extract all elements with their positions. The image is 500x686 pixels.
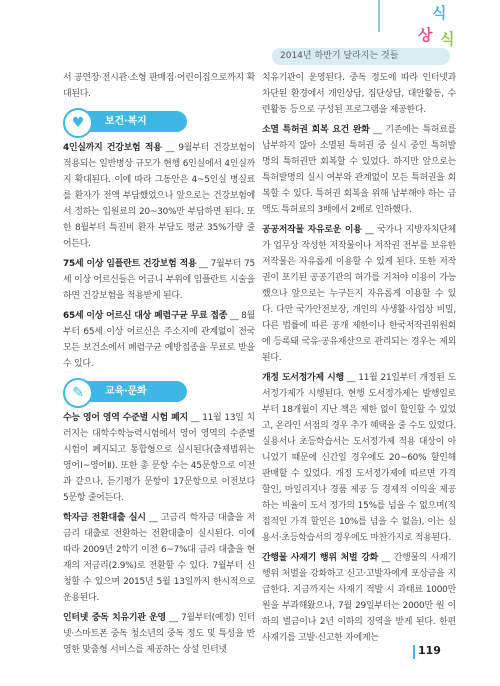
article-text: __ 국가나 지방자치단체가 업무상 작성한 저작물이나 저작권 전부를 보유한 저작물은 자유롭게 이용할 수 있게 된다. 또한 저작권이 포기된 공공기관의 허가를 거쳐야 이용이 가능했으나 앞으로는 누구든지 자유롭게 이용할 수 있다. 다만 국가안전보장, 개인의 사생활·사업상 비밀, 다른 법률에 따른 공개 제한이나 한국저작권위원회에 등록돼 국유·공유재산으로 관리되는 경우는 제외된다. [262, 225, 456, 363]
article-heading: 65세 이상 어르신 대상 폐렴구균 무료 접종 [63, 311, 228, 321]
article-text: __ 8월부터 65세 이상 어르신은 주소지에 관계없이 전국 모든 보건소에서 폐렴구균 예방접종을 무료로 받을 수 있다. [63, 311, 255, 369]
section-badge: 보건·복지 [77, 111, 187, 132]
article-item [63, 140, 255, 252]
article-heading: 수능 영어 영역 수준별 시험 폐지 [63, 413, 188, 423]
section-header-education [63, 380, 255, 404]
article-item [262, 122, 456, 218]
article-text: __ 11월 21일부터 개정된 도서정가제가 시행된다. 현행 도서정가제는 발행일로부터 18개월이 지난 책은 제한 없이 할인할 수 있었고, 온라인 서점의 경우 추가 혜택을 줄 수도 있었다. 실용서나 초등학습서는 도서정가제 적용 대상이 아니었기 때문에 신간일 경우에도 20~60% 할인해 판매할 수 있었다. 개정 도서정가제에 따르면 가격 할인, 마일리지나 경품 제공 등 경제적 이익을 제공하는 비율이 도서 정가의 15%를 넘을 수 없으며(직접적인 가격 할인은 10%를 넘을 수 없음), 이는 실용서·초등학습서의 경우에도 마찬가지로 적용된다. [262, 373, 456, 543]
article-item [63, 256, 255, 304]
section-badge: 교육·문화 [77, 381, 187, 402]
article-heading: 소멸 특허권 회복 요건 완화 [262, 125, 370, 135]
article-item [63, 308, 255, 372]
article-text: __ 7월부터 75세 이상 어르신들은 어금니 부위에 임플란트 시술을 하면 건강보험을 적용받게 된다. [63, 259, 255, 301]
article-heading: 인터넷 중독 치유기관 운영 [63, 613, 166, 623]
right-column [262, 70, 456, 646]
article-item [262, 550, 456, 646]
article-text: __ 고금리 학자금 대출을 저금리 대출로 전환하는 전환대출이 실시된다. 이에 따라 2009년 2학기 이전 6~7%대 금리 대출을 현재의 저금리(2.9%)로 전환할 수 있다. 7월부터 신청할 수 있으며 2015년 5월 13일까지 한시적으로 운용된다. [63, 513, 256, 603]
heart-hands-icon: ♥ [63, 108, 93, 138]
left-intro: 서 공연장·전시관·소형 판매점·어린이집으로까지 확대된다. [63, 73, 255, 99]
left-column [63, 70, 255, 658]
header-deco-char-3: 식 [440, 30, 455, 48]
article-text: __ 11월 13일 치러지는 대학수학능력시험에서 영어 영역의 수준별 시험이 폐지되고 통합형으로 실시된다(출제범위는 영어Ⅰ~영어Ⅱ). 또한 총 문항 수는 45문항으로 이전과 같으나, 듣기평가 문항이 17문항으로 이전보다 5문항 줄어든다. [63, 413, 255, 503]
right-intro: 치유기관이 운영된다. 중독 정도에 따라 인터넷과 차단된 환경에서 개인상담, 집단상담, 대안활동, 수련활동 등으로 구성된 프로그램을 제공한다. [262, 73, 456, 115]
article-text: __ 간행물의 사재기 행위 처벌을 강화하고 신고·고발자에게 포상금을 지급한다. 지금까지는 사재기 적발 시 과태료 1000만 원을 부과해왔으나, 7월 29일부터는 2000만 원 이하의 벌금이나 2년 이하의 징역을 받게 된다. 한편 사재기를 고발·신고한 자에게는 [262, 553, 456, 643]
article-item [63, 610, 255, 658]
header-deco-char-1: 식 [432, 4, 447, 22]
article-item [262, 370, 456, 546]
header-deco-char-2: 상 [418, 26, 433, 44]
article-heading: 개정 도서정가제 시행 [262, 373, 344, 383]
graduation-cap-icon: ✎ [63, 378, 93, 408]
article-heading: 75세 이상 임플란트 건강보험 적용 [63, 259, 197, 269]
page-number: 119 [418, 644, 441, 657]
article-item [63, 510, 255, 606]
article-heading: 간행물 사재기 행위 처벌 강화 [262, 553, 379, 563]
article-heading: 4인실까지 건강보험 적용 [63, 143, 162, 153]
article-item [262, 222, 456, 366]
article-text: __ 9월부터 건강보험이 적용되는 일반병상 규모가 현행 6인실에서 4인실까지 확대된다. 이에 따라 그동안은 4~5인실 병실료를 환자가 전액 부담했었으나 앞으로는 건강보험에서 정하는 입원료의 20~30%만 부담하면 된다. 또한 8월부터 특진비 환자 부담도 평균 35%가량 줄어든다. [63, 143, 255, 249]
section-header-welfare [63, 110, 255, 134]
article-heading: 공공저작물 자유로운 이용 [262, 225, 362, 235]
article-heading: 학자금 전환대출 실시 [63, 513, 146, 523]
page-number-bar [413, 645, 415, 659]
header-title: 2014년 하반기 달라지는 것들 [280, 51, 399, 61]
article-item [63, 410, 255, 506]
header-rule [378, 0, 380, 32]
article-text: __ 기존에는 특허료를 납부하지 않아 소멸된 특허권 중 실시 중인 특허발명의 특허권만 회복할 수 있었다. 하지만 앞으로는 특허발명의 실시 여부와 관계없이 모든 특허권을 회복할 수 있다. 특허권 회복을 위해 납부해야 하는 금액도 특허료의 3배에서 2배로 인하했다. [262, 125, 456, 215]
article-text: __ 7월부터(예정) 인터넷·스마트폰 중독 청소년의 중독 정도 및 특성을 반영한 맞춤형 서비스를 제공하는 상설 인터넷 [63, 613, 255, 655]
